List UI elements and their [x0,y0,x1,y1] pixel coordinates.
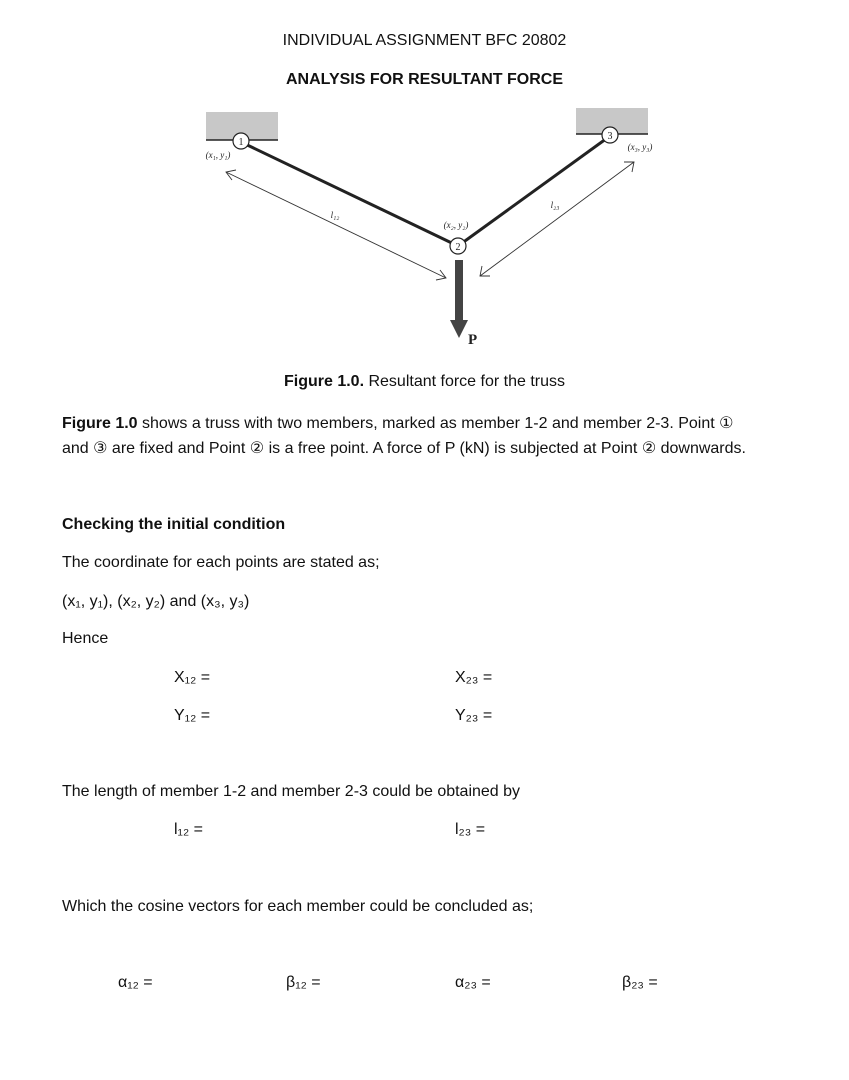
assignment-title: INDIVIDUAL ASSIGNMENT BFC 20802 [282,32,567,49]
intro-text-1: shows a truss with two members, marked as member 1-2 and member 2-3. Point ① [142,415,734,432]
node-2-label: 2 [455,242,461,253]
node-3-label: 3 [607,131,613,142]
alpha12-equation: α₁₂ = [118,974,153,991]
checking-heading: Checking the initial condition [62,516,286,533]
beta12-equation: β₁₂ = [286,974,321,991]
length-12-label: l₁₂ [330,210,340,220]
alpha23-equation: α₂₃ = [455,974,491,991]
dimension-line-23 [480,162,634,276]
intro-line-2: and ③ are fixed and Point ② is a free point. A force of P (kN) is subjected at Point ② downwards. [62,440,746,457]
beta23-equation: β₂₃ = [622,974,658,991]
caption-label: Figure 1.0. [283,373,365,390]
length-statement: The length of member 1-2 and member 2-3 could be obtained by [62,783,521,800]
caption-text: Resultant force for the truss [368,373,565,390]
member-1-2 [241,142,458,246]
l12-equation: l₁₂ = [174,821,203,838]
l23-equation: l₂₃ = [455,821,486,838]
figure-caption [0,373,849,391]
load-arrow-shaft [455,260,463,322]
member-2-3 [458,136,610,246]
intro-figure-ref: Figure 1.0 [62,415,138,432]
x12-equation: X₁₂ = [174,669,211,686]
intro-line-1 [62,411,792,436]
section-title: ANALYSIS FOR RESULTANT FORCE [285,71,564,88]
node-1-label: 1 [238,137,244,148]
coord-3-label: (x₃, y₃) [627,142,653,152]
truss-figure [190,100,670,360]
dimension-arrow-12a [226,170,236,180]
load-label: P [468,332,478,348]
coord-2-label: (x₂, y₂) [443,220,469,230]
dimension-arrow-12b [436,270,446,280]
load-arrow-head [450,320,468,338]
x23-equation: X₂₃ = [455,669,493,686]
coordinate-list: (x₁, y₁), (x₂, y₂) and (x₃, y₃) [62,593,250,610]
y23-equation: Y₂₃ = [455,707,493,724]
coord-1-label: (x₁, y₁) [205,150,231,160]
hence-label: Hence [62,630,109,647]
cosine-statement: Which the cosine vectors for each member could be concluded as; [62,898,534,915]
y12-equation: Y₁₂ = [174,707,211,724]
length-23-label: l₂₃ [550,200,560,210]
coordinate-statement: The coordinate for each points are stated as; [62,554,380,571]
